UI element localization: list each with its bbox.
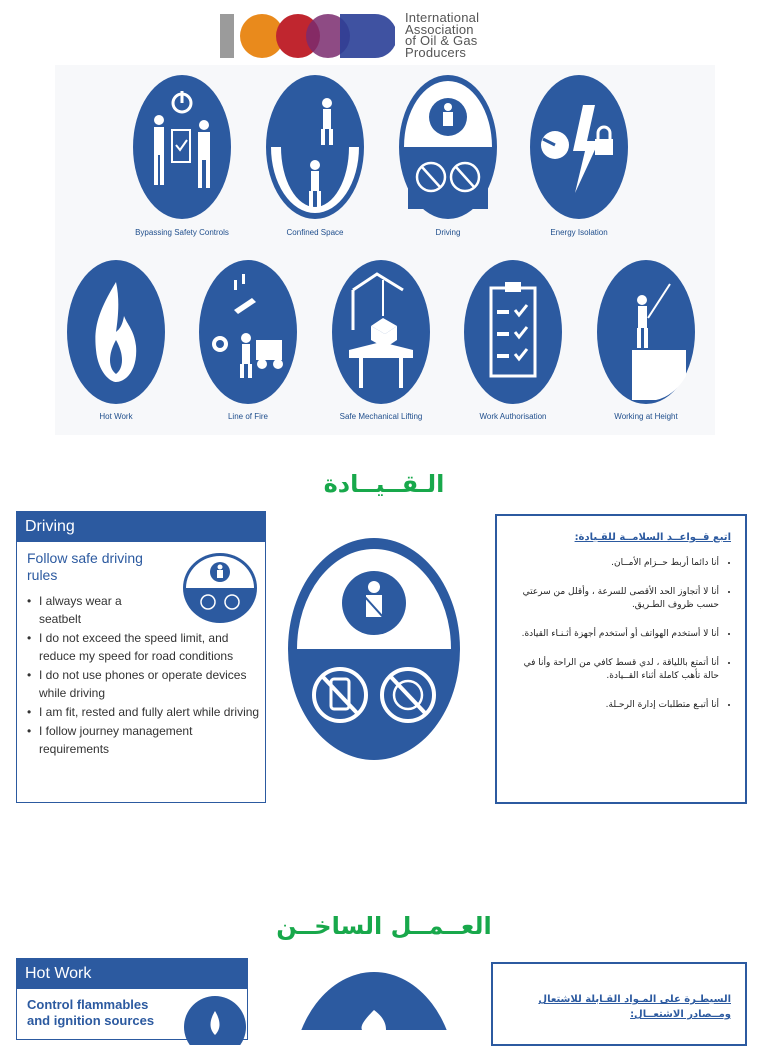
- bypassing-safety-controls-icon: [132, 75, 232, 220]
- icon-label: Energy Isolation: [550, 228, 608, 237]
- safe-mechanical-lifting-icon: [331, 260, 431, 405]
- hot-work-large-icon: [290, 970, 458, 1030]
- icon-label: Line of Fire: [227, 412, 269, 421]
- icon-label: Bypassing Safety Controls: [135, 228, 229, 237]
- hot-work-rule-card: [16, 958, 248, 1040]
- arabic-rules-title: السيطـرة على المـواد القـابلة للاشتعال ومــصادر الاشتعــال:: [538, 994, 731, 1020]
- driving-rule-card: [16, 511, 266, 803]
- icon-label: Safe Mechanical Lifting: [339, 412, 423, 421]
- icon-label: Working at Height: [614, 412, 678, 421]
- hot-work-arabic-rules: [491, 962, 747, 1046]
- list-item: • أنا أتبـع متطلبات إدارة الرحـلة.: [505, 699, 719, 712]
- driving-icon: [182, 552, 258, 624]
- arabic-rules-title: اتبع قــواعــد السلامــة للقـيادة:: [574, 532, 731, 543]
- arabic-rules-list: [505, 557, 719, 712]
- card-subtitle: Control flammables and ignition sources: [27, 997, 155, 1028]
- working-at-height-icon: [596, 260, 696, 405]
- icon-label: Confined Space: [286, 228, 344, 237]
- line-of-fire-icon: [198, 260, 298, 405]
- iogp-logo: [220, 12, 395, 60]
- driving-arabic-rules: [495, 514, 747, 804]
- list-item: • I always wear a seatbelt: [27, 592, 139, 628]
- list-item: • I do not exceed the speed limit, and reduce my speed for road conditions: [27, 629, 265, 665]
- icon-label: Work Authorisation: [479, 412, 547, 421]
- icon-label: Driving: [435, 228, 461, 237]
- list-item: • I am fit, rested and fully alert while driving: [27, 703, 265, 721]
- iogp-logo-text: International Association of Oil & Gas Producers: [405, 10, 480, 60]
- hot-work-icon: [66, 260, 166, 405]
- list-item: • أنا لا أستخدم الهواتف أو أستخدم أجهزة أثـنـاء القيادة.: [505, 628, 719, 641]
- confined-space-icon: [265, 75, 365, 220]
- card-subtitle: Follow safe driving rules: [27, 550, 143, 583]
- driving-large-icon: [287, 537, 461, 761]
- icon-label: Hot Work: [99, 412, 133, 421]
- list-item: • أنا لا أتجاوز الحد الأقصى للسرعة ، وأقلل من سرعتي حسب ظروف الطـريق.: [505, 586, 719, 612]
- energy-isolation-icon: [529, 75, 629, 220]
- list-item: • I follow journey management requirements: [27, 722, 265, 758]
- section-title-hot-work: العــمــل الساخــن: [276, 912, 492, 940]
- list-item: • I do not use phones or operate devices while driving: [27, 666, 265, 702]
- card-header: Driving: [17, 512, 265, 542]
- card-header: Hot Work: [17, 959, 247, 989]
- hot-work-icon: [183, 995, 247, 1045]
- list-item: • أنا دائما أربط حــزام الأمــان.: [505, 557, 719, 570]
- section-title-driving: الـقــيــادة: [323, 470, 445, 498]
- driving-icon: [398, 75, 498, 220]
- work-authorisation-icon: [463, 260, 563, 405]
- list-item: • أنا أتمتع باللياقة ، لدي قسط كافي من الراحة وأنا في حالة تأهب كاملة أثناء القــيادة.: [505, 657, 719, 683]
